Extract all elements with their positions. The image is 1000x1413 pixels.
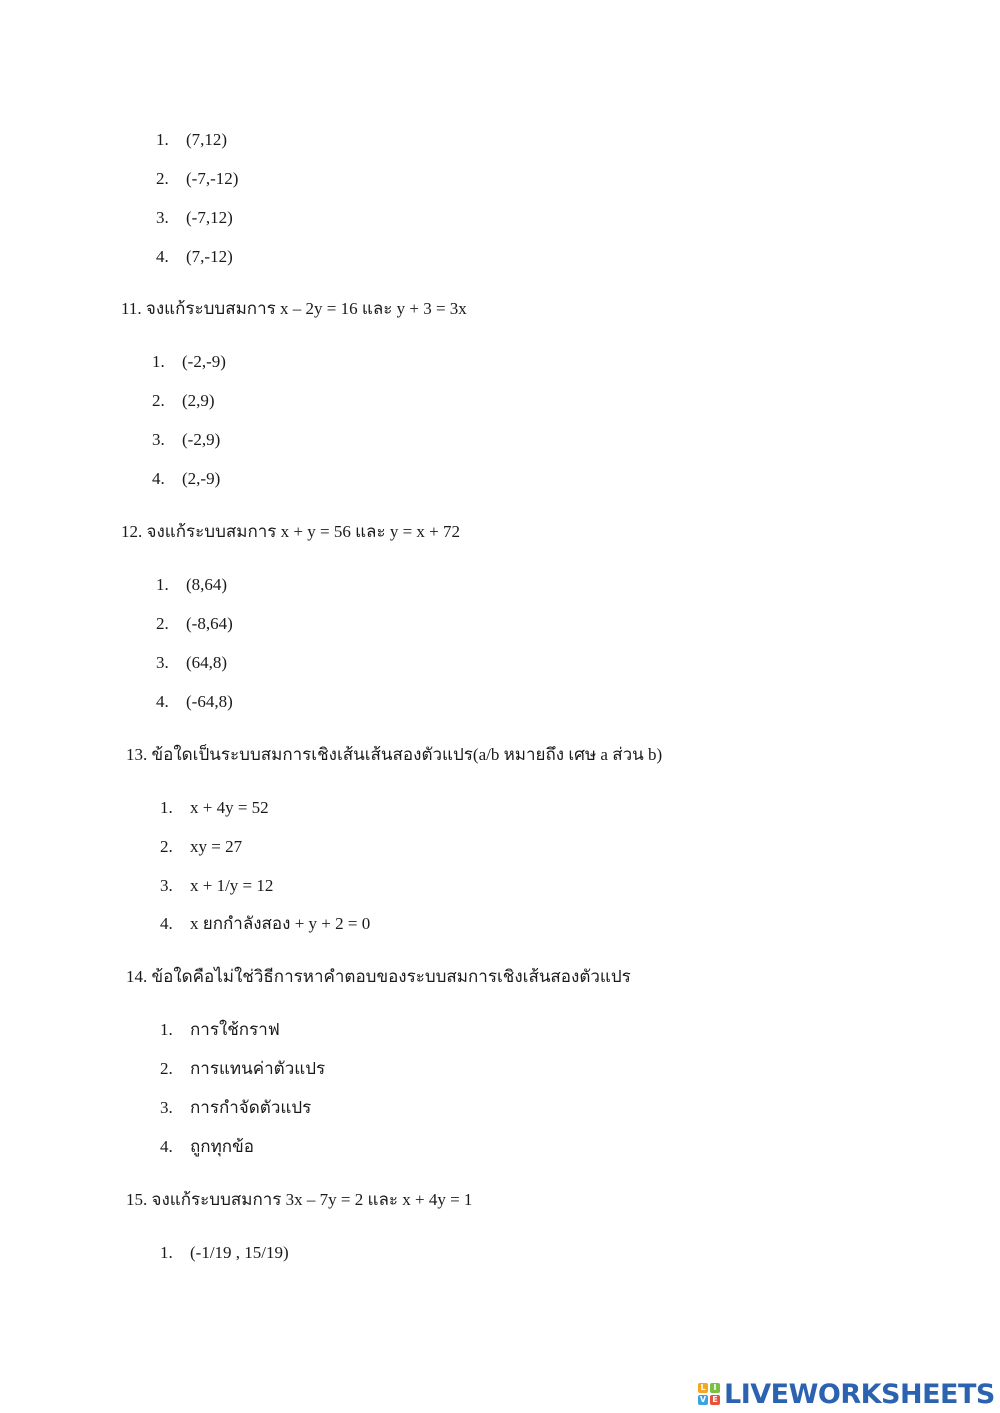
list-item[interactable] (156, 130, 227, 150)
logo-tile: V (699, 1395, 707, 1404)
option-number: 1. (160, 798, 173, 817)
list-item[interactable] (156, 692, 233, 712)
list-item[interactable] (156, 653, 227, 673)
list-item[interactable] (156, 208, 233, 228)
option-text: (-8,64) (186, 614, 233, 633)
option-text: การใช้กราฟ (190, 1020, 280, 1039)
list-item[interactable] (160, 1020, 280, 1040)
option-number: 2. (160, 837, 173, 856)
option-number: 4. (156, 692, 169, 711)
option-number: 2. (156, 614, 169, 633)
logo-tiles-icon (698, 1383, 720, 1405)
option-number: 1. (160, 1020, 173, 1039)
option-text: x + 4y = 52 (190, 798, 269, 817)
question-14-text: 14. ข้อใดคือไม่ใช่วิธีการหาคำตอบของระบบสมการเชิงเส้นสองตัวแปร (126, 967, 631, 986)
option-number: 3. (160, 1098, 173, 1117)
question-11-text: 11. จงแก้ระบบสมการ x – 2y = 16 และ y + 3 = 3x (121, 299, 467, 318)
logo-tile: E (710, 1395, 720, 1405)
question-12-text: 12. จงแก้ระบบสมการ x + y = 56 และ y = x + 72 (121, 522, 461, 541)
option-number: 1. (160, 1243, 173, 1262)
option-number: 3. (160, 876, 173, 895)
logo-tile: L (698, 1383, 708, 1393)
question-15-text: 15. จงแก้ระบบสมการ 3x – 7y = 2 และ x + 4y = 1 (126, 1190, 473, 1209)
option-text: (-7,-12) (186, 169, 239, 188)
option-text: (2,-9) (182, 469, 221, 488)
logo-tile: I (710, 1383, 720, 1393)
list-item[interactable] (156, 575, 227, 595)
option-number: 4. (152, 469, 165, 488)
option-number: 1. (156, 130, 169, 149)
list-item[interactable] (152, 391, 215, 411)
option-text: xy = 27 (190, 837, 243, 856)
option-number: 4. (160, 1137, 173, 1156)
option-text: x ยกกำลังสอง + y + 2 = 0 (190, 914, 371, 933)
list-item[interactable] (152, 430, 220, 450)
option-text: ถูกทุกข้อ (190, 1137, 254, 1156)
list-item[interactable] (160, 798, 269, 818)
list-item[interactable] (160, 1137, 254, 1157)
question-13-text: 13. ข้อใดเป็นระบบสมการเชิงเส้นเส้นสองตัวแปร(a/b หมายถึง เศษ a ส่วน b) (126, 745, 663, 764)
list-item[interactable] (160, 1243, 289, 1263)
option-text: (7,-12) (186, 247, 233, 266)
list-item[interactable] (156, 169, 238, 189)
option-number: 2. (156, 169, 169, 188)
list-item[interactable] (160, 914, 370, 934)
option-number: 3. (156, 208, 169, 227)
option-text: การแทนค่าตัวแปร (190, 1059, 326, 1078)
list-item[interactable] (156, 614, 233, 634)
option-number: 4. (156, 247, 169, 266)
list-item[interactable] (156, 247, 233, 267)
liveworksheets-logo (698, 1380, 995, 1408)
list-item[interactable] (160, 1059, 325, 1079)
option-text: (-2,9) (182, 430, 221, 449)
list-item[interactable] (160, 876, 273, 896)
option-text: (-1/19 , 15/19) (190, 1243, 289, 1262)
list-item[interactable] (160, 837, 242, 857)
option-text: การกำจัดตัวแปร (190, 1098, 312, 1117)
option-number: 2. (152, 391, 165, 410)
option-text: x + 1/y = 12 (190, 876, 274, 895)
option-number: 1. (152, 352, 165, 371)
list-item[interactable] (152, 469, 220, 489)
option-text: (7,12) (186, 130, 228, 149)
option-number: 3. (152, 430, 165, 449)
option-text: (2,9) (182, 391, 215, 410)
option-text: (-2,-9) (182, 352, 226, 371)
option-number: 3. (156, 653, 169, 672)
option-text: (8,64) (186, 575, 228, 594)
list-item[interactable] (160, 1098, 311, 1118)
option-number: 4. (160, 914, 173, 933)
option-number: 1. (156, 575, 169, 594)
option-number: 2. (160, 1059, 173, 1078)
option-text: (-7,12) (186, 208, 233, 227)
option-text: (64,8) (186, 653, 228, 672)
brand-text: LIVEWORKSHEETS (724, 1378, 995, 1410)
option-text: (-64,8) (186, 692, 233, 711)
list-item[interactable] (152, 352, 226, 372)
